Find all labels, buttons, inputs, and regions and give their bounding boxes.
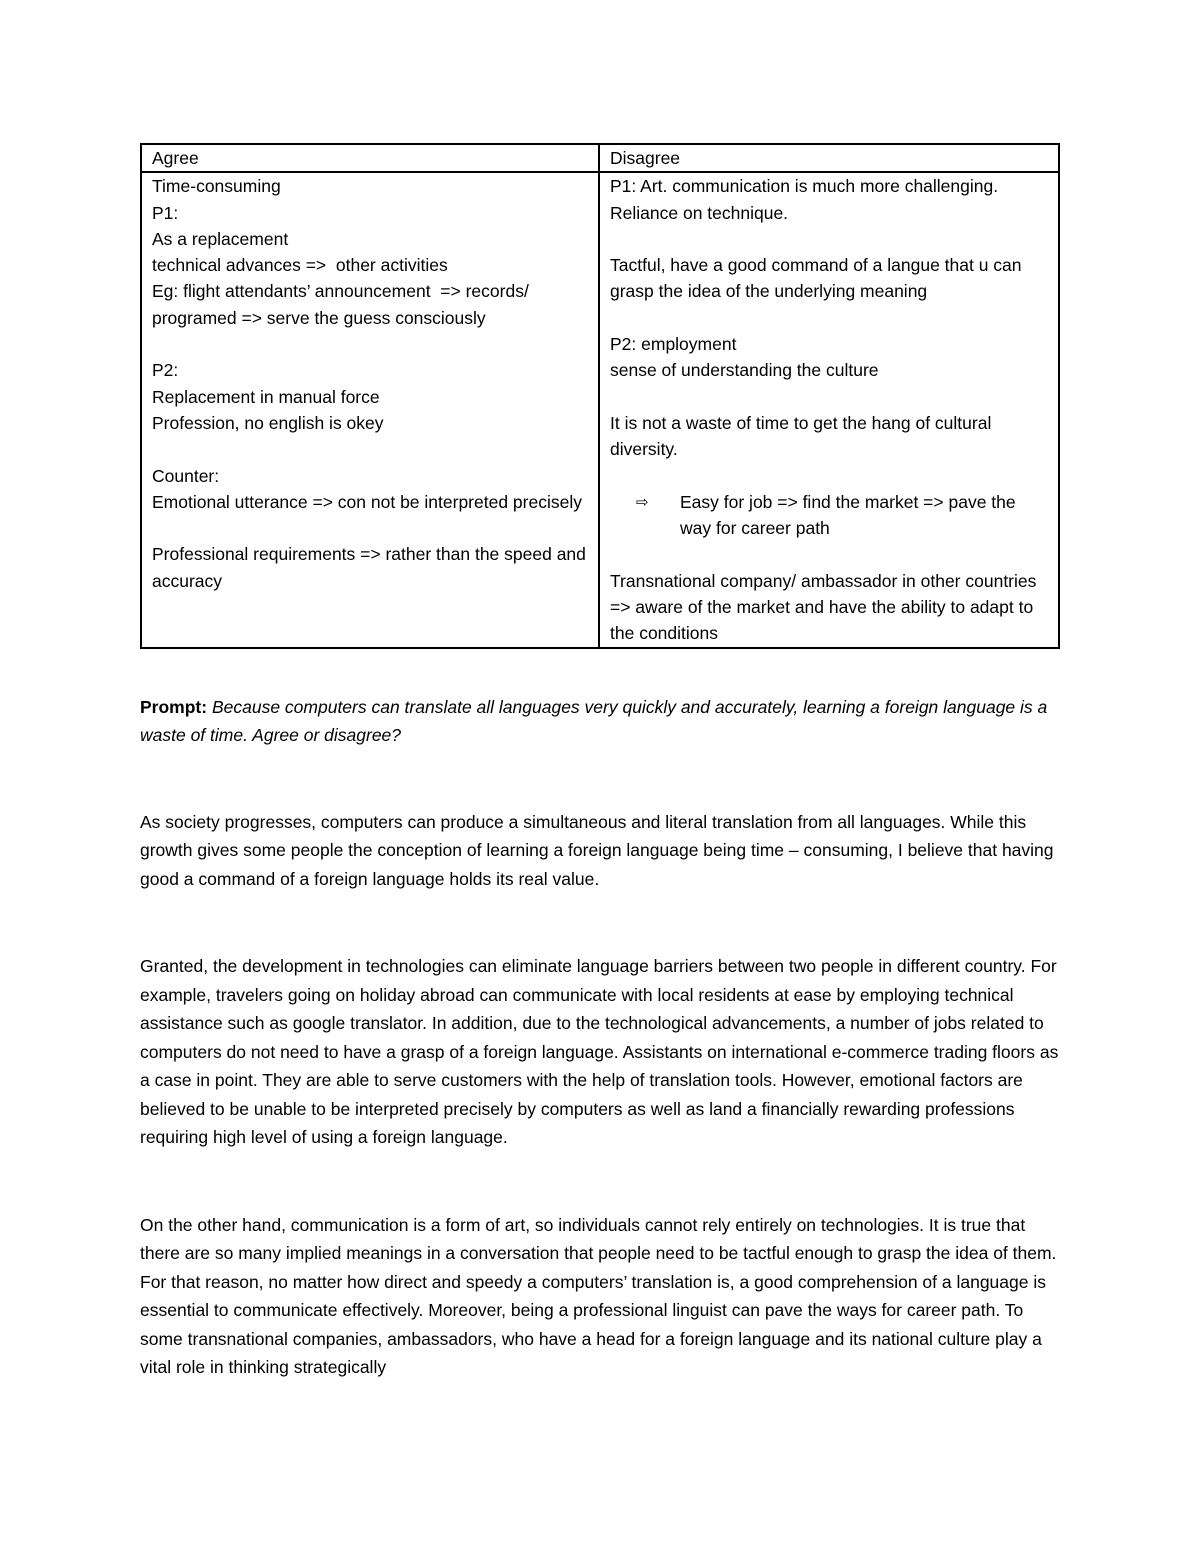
agree-line: Emotional utterance => con not be interpreted precisely (152, 491, 582, 512)
agree-line: Professional requirements => rather than the speed and accuracy (152, 544, 591, 591)
header-agree: Agree (141, 144, 599, 172)
outline-arrow-right-icon: ⇨ (636, 492, 649, 511)
table-header-row (141, 144, 1059, 172)
arrow-bullet-item (610, 489, 1050, 542)
agree-line: Replacement in manual force (152, 386, 380, 407)
table-body-row (141, 172, 1059, 647)
outline-table (140, 143, 1060, 649)
disagree-line: Tactful, have a good command of a langue that u can grasp the idea of the underlying meaning (610, 255, 1027, 302)
disagree-line: Transnational company/ ambassador in other countries => aware of the market and have the ability to adapt to the conditions (610, 570, 1042, 644)
agree-line: technical advances => other activities (152, 255, 448, 276)
disagree-cell (599, 172, 1059, 647)
disagree-line: It is not a waste of time to get the hang of cultural diversity. (610, 412, 997, 460)
disagree-line: P2: employment (610, 334, 737, 355)
agree-cell (141, 172, 599, 647)
prompt-text: Because computers can translate all languages very quickly and accurately, learning a foreign language is a waste of time. Agree or disagree? (140, 696, 1048, 746)
essay-body (140, 808, 1060, 1382)
disagree-line: P1: Art. communication is much more challenging. Reliance on technique. (610, 176, 1003, 223)
header-disagree: Disagree (599, 144, 1059, 172)
agree-line: Profession, no english is okey (152, 412, 384, 433)
agree-line: P1: (152, 202, 179, 223)
document-page (140, 143, 1060, 1382)
essay-paragraph: Granted, the development in technologies can eliminate language barriers between two people in different country. For example, travelers going on holiday abroad can communicate with local residents at ease by employing technical assistance such as google translator. In addition, due to the technological advancements, a number of jobs related to computers do not need to have a grasp of a foreign language. Assistants on international e-commerce trading floors as a case in point. They are able to serve customers with the help of translation tools. However, emotional factors are believed to be unable to be interpreted precisely by computers as well as land a financially rewarding professions requiring high level of using a foreign language. (140, 956, 1059, 1148)
agree-line: Time-consuming (152, 176, 281, 197)
agree-line: P2: (152, 360, 179, 381)
arrow-bullet-text: Easy for job => find the market => pave the way for career path (680, 491, 1016, 539)
essay-paragraph: As society progresses, computers can produce a simultaneous and literal translation from all languages. While this growth gives some people the conception of learning a foreign language being time – consuming, I believe that having good a command of a foreign language holds its real value. (140, 811, 1054, 889)
agree-line: As a replacement (152, 228, 289, 249)
agree-line: Eg: flight attendants’ announcement => records/ programed => serve the guess consciously (152, 281, 534, 328)
prompt-label: Prompt: (140, 696, 208, 717)
prompt (140, 693, 1060, 750)
agree-line: Counter: (152, 465, 220, 486)
essay-paragraph: On the other hand, communication is a form of art, so individuals cannot rely entirely on technologies. It is true that there are so many implied meanings in a conversation that people need to be tactful enough to grasp the idea of them. For that reason, no matter how direct and speedy a computers’ translation is, a good comprehension of a language is essential to communicate effectively. Moreover, being a professional linguist can pave the ways for career path. To some transnational companies, ambassadors, who have a head for a foreign language and its national culture play a vital role in thinking strategically (140, 1214, 1057, 1378)
disagree-line: sense of understanding the culture (610, 360, 879, 381)
